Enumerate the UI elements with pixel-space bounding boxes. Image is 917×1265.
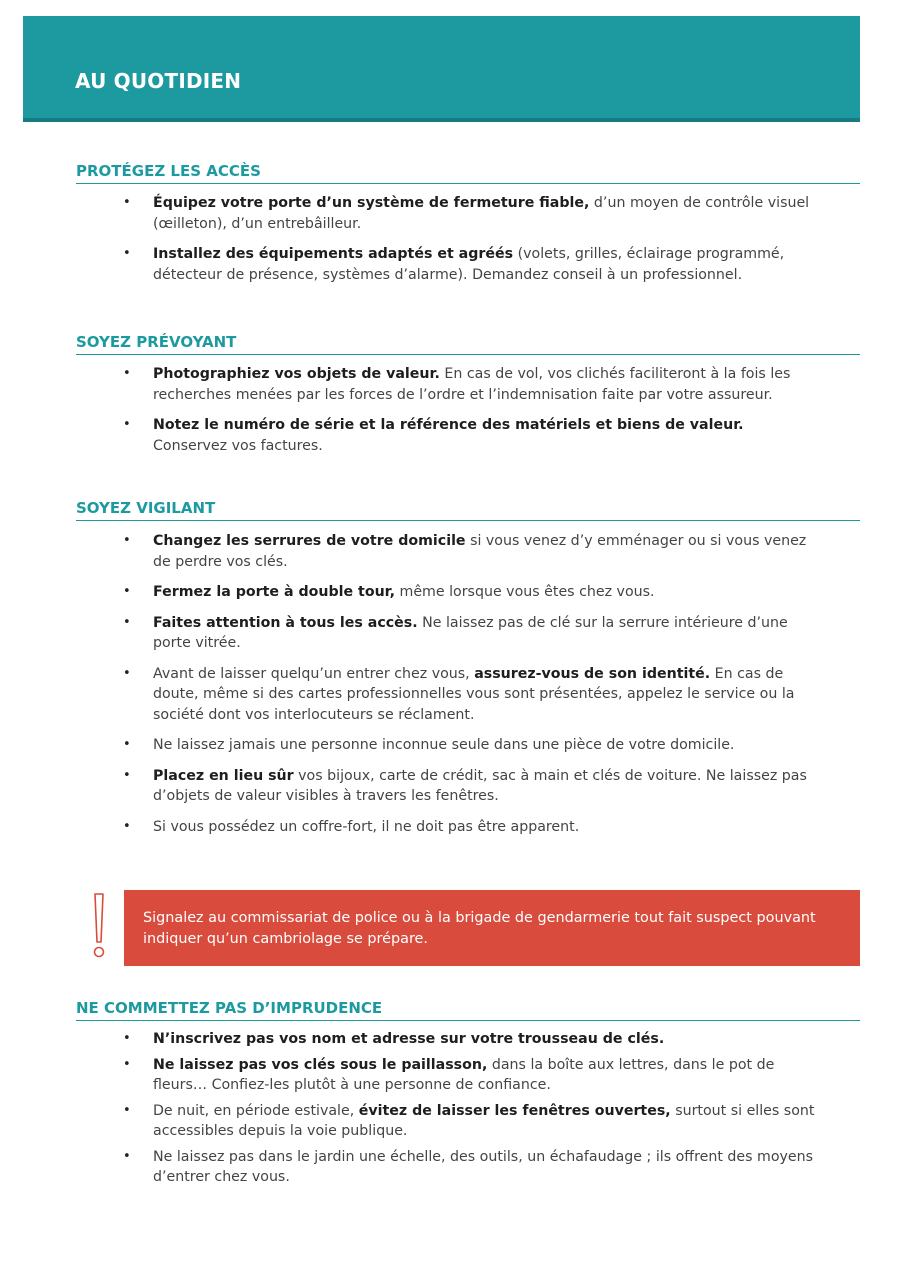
alert-text: Signalez au commissariat de police ou à la brigade de gendarmerie tout fait suspect pouvant indiquer qu’un cambriolage se prépare. xyxy=(143,910,816,947)
page-title: AU QUOTIDIEN xyxy=(75,69,242,93)
list-item: • Photographiez vos objets de valeur. En cas de vol, vos clichés faciliteront à la fois les recherches menées par les forces de l’ordre et l’indemnisation faite par votre assureur. xyxy=(76,364,860,405)
exclamation-icon xyxy=(88,892,110,962)
list-item: • Changez les serrures de votre domicile si vous venez d’y emménager ou si vous venez de perdre vos clés. xyxy=(76,531,860,572)
page-header xyxy=(23,16,860,122)
section-title: PROTÉGEZ LES ACCÈS xyxy=(76,162,860,184)
list-item: • Installez des équipements adaptés et agréés (volets, grilles, éclairage programmé, détecteur de présence, systèmes d’alarme). Demandez conseil à un professionnel. xyxy=(76,244,860,285)
section-soyez-vigilant xyxy=(76,499,860,837)
list-item: • Fermez la porte à double tour, même lorsque vous êtes chez vous. xyxy=(76,582,860,603)
list-item: • N’inscrivez pas vos nom et adresse sur votre trousseau de clés. xyxy=(76,1029,860,1050)
list-item: • Équipez votre porte d’un système de fermeture fiable, d’un moyen de contrôle visuel (œilleton), d’un entrebâilleur. xyxy=(76,193,860,234)
list-item: • Ne laissez pas dans le jardin une échelle, des outils, un échafaudage ; ils offrent des moyens d’entrer chez vous. xyxy=(76,1147,860,1188)
section-title: NE COMMETTEZ PAS D’IMPRUDENCE xyxy=(76,999,860,1021)
section-proteger-acces xyxy=(76,162,860,285)
list-item: • Ne laissez jamais une personne inconnue seule dans une pièce de votre domicile. xyxy=(76,735,860,756)
list-item: • Placez en lieu sûr vos bijoux, carte de crédit, sac à main et clés de voiture. Ne laissez pas d’objets de valeur visibles à travers les fenêtres. xyxy=(76,766,860,807)
list-item: • Notez le numéro de série et la référence des matériels et biens de valeur. Conservez vos factures. xyxy=(76,415,860,456)
list-item: • Faites attention à tous les accès. Ne laissez pas de clé sur la serrure intérieure d’une porte vitrée. xyxy=(76,613,860,654)
section-title: SOYEZ VIGILANT xyxy=(76,499,860,521)
section-ne-commettez-pas xyxy=(76,999,860,1188)
list-item: • Avant de laisser quelqu’un entrer chez vous, assurez-vous de son identité. En cas de doute, même si des cartes professionnelles vous sont présentées, appelez le service ou la société dont vos interlocuteurs se réclament. xyxy=(76,664,860,726)
section-title: SOYEZ PRÉVOYANT xyxy=(76,333,860,355)
list-item: • Si vous possédez un coffre-fort, il ne doit pas être apparent. xyxy=(76,817,860,838)
list-item: • Ne laissez pas vos clés sous le paillasson, dans la boîte aux lettres, dans le pot de fleurs… Confiez-les plutôt à une personne de confiance. xyxy=(76,1055,860,1096)
list-item: • De nuit, en période estivale, évitez de laisser les fenêtres ouvertes, surtout si elles sont accessibles depuis la voie publique. xyxy=(76,1101,860,1142)
section-soyez-prevoyant xyxy=(76,333,860,456)
alert-box xyxy=(124,890,860,966)
